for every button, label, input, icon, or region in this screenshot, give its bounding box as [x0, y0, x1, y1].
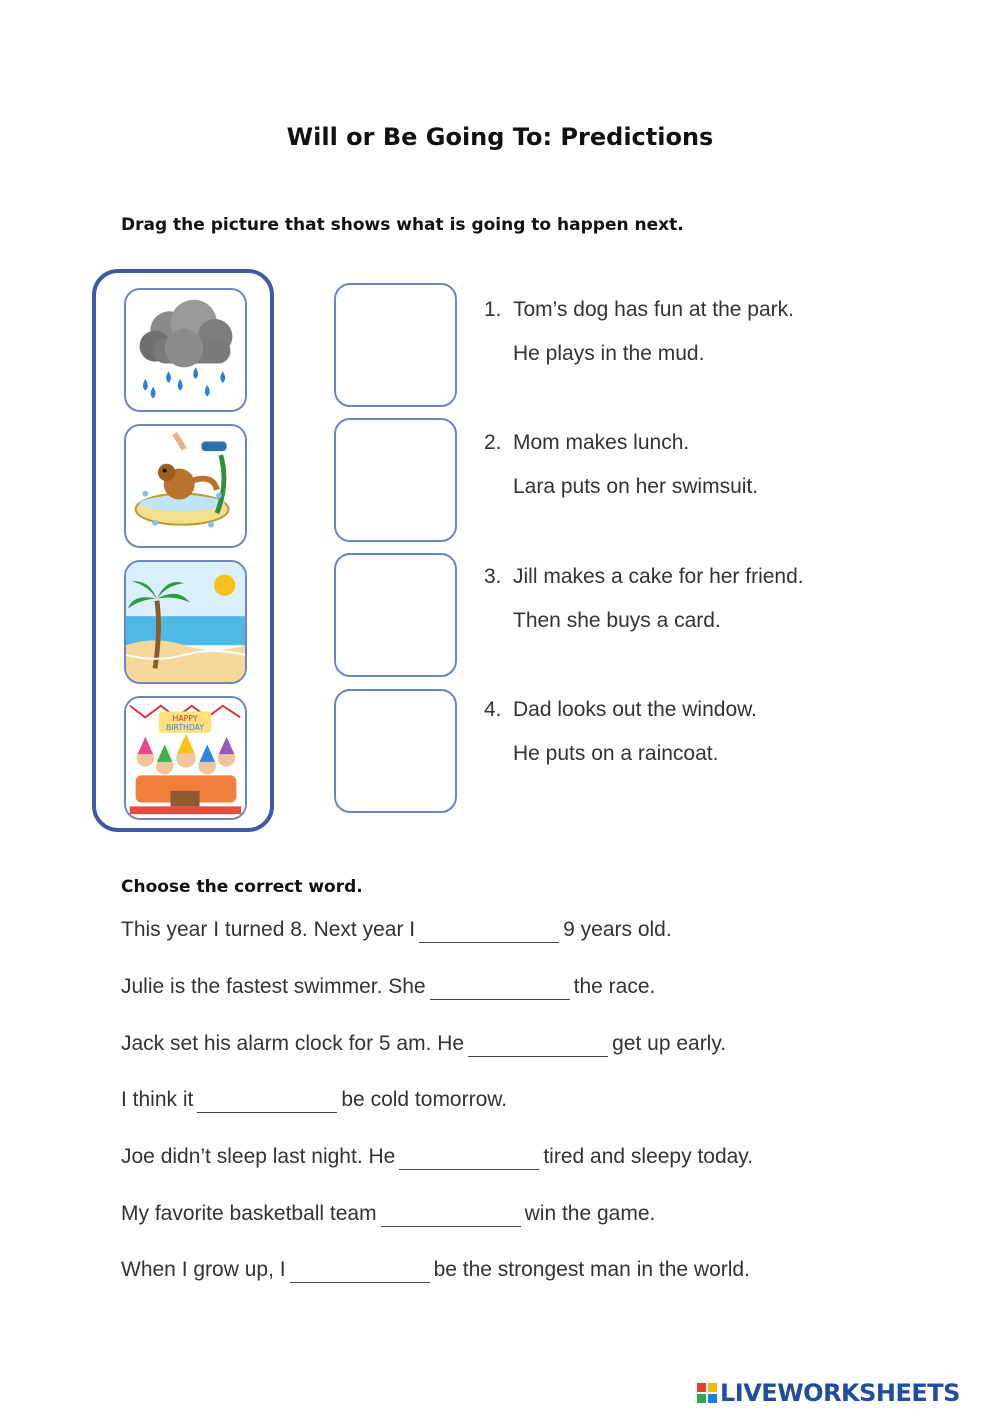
svg-text:BIRTHDAY: BIRTHDAY — [165, 722, 205, 732]
sentence-7 — [121, 1258, 750, 1283]
sentence-before: I think it — [121, 1088, 194, 1111]
liveworksheets-logo — [697, 1378, 960, 1408]
item-line-2: Then she buys a card. — [513, 609, 721, 632]
beach-icon — [126, 562, 245, 682]
sentence-after: 9 years old. — [563, 918, 672, 941]
list-item-3 — [484, 565, 804, 632]
sentence-after: tired and sleepy today. — [543, 1145, 754, 1168]
item-line-1: Mom makes lunch. — [513, 431, 690, 454]
sentence-before: When I grow up, I — [121, 1258, 286, 1281]
sentence-after: be cold tomorrow. — [341, 1088, 508, 1111]
item-line-1: Tom’s dog has fun at the park. — [513, 298, 794, 321]
item-line-2: He plays in the mud. — [513, 342, 705, 365]
drop-box-4[interactable] — [334, 689, 457, 813]
logo-text: LIVEWORKSHEETS — [720, 1379, 960, 1407]
sentence-after: be the strongest man in the world. — [433, 1258, 750, 1281]
sentence-before: Jack set his alarm clock for 5 am. He — [121, 1032, 465, 1055]
answer-blank-7[interactable] — [290, 1260, 430, 1283]
answer-blank-5[interactable] — [399, 1147, 539, 1170]
sentence-6 — [121, 1202, 655, 1227]
sentence-after: get up early. — [612, 1032, 727, 1055]
sentence-after: win the game. — [524, 1202, 656, 1225]
sentence-before: Julie is the fastest swimmer. She — [121, 975, 426, 998]
sentence-4 — [121, 1088, 507, 1113]
drop-box-1[interactable] — [334, 283, 457, 407]
item-line-2: Lara puts on her swimsuit. — [513, 475, 759, 498]
page-title: Will or Be Going To: Predictions — [286, 123, 714, 151]
item-line-2: He puts on a raincoat. — [513, 742, 719, 765]
sentence-5 — [121, 1145, 753, 1170]
picture-beach[interactable] — [124, 560, 247, 684]
sentence-before: This year I turned 8. Next year I — [121, 918, 416, 941]
list-item-1 — [484, 298, 794, 365]
drop-box-3[interactable] — [334, 553, 457, 677]
answer-blank-6[interactable] — [381, 1204, 521, 1227]
picture-dog-bath[interactable] — [124, 424, 247, 548]
sentence-2 — [121, 975, 655, 1000]
svg-text:HAPPY: HAPPY — [172, 714, 198, 724]
birthday-party-icon — [126, 698, 245, 818]
sentence-before: Joe didn’t sleep last night. He — [121, 1145, 396, 1168]
list-item-4 — [484, 698, 757, 765]
sentence-before: My favorite basketball team — [121, 1202, 377, 1225]
rain-cloud-icon — [126, 290, 245, 410]
answer-blank-4[interactable] — [197, 1090, 337, 1113]
answer-blank-3[interactable] — [468, 1034, 608, 1057]
answer-blank-1[interactable] — [419, 920, 559, 943]
item-line-1: Jill makes a cake for her friend. — [513, 565, 804, 588]
item-number: 1. — [484, 298, 502, 321]
sentence-3 — [121, 1032, 726, 1057]
instruction-choose: Choose the correct word. — [121, 877, 363, 897]
item-line-1: Dad looks out the window. — [513, 698, 757, 721]
answer-blank-2[interactable] — [430, 977, 570, 1000]
item-number: 4. — [484, 698, 502, 721]
logo-mark-icon — [697, 1383, 717, 1403]
item-number: 3. — [484, 565, 502, 588]
drop-box-2[interactable] — [334, 418, 457, 542]
dog-bath-icon — [126, 426, 245, 546]
item-number: 2. — [484, 431, 502, 454]
picture-birthday-party[interactable] — [124, 696, 247, 820]
instruction-drag: Drag the picture that shows what is going to happen next. — [121, 215, 684, 235]
list-item-2 — [484, 431, 759, 498]
picture-rain-cloud[interactable] — [124, 288, 247, 412]
sentence-1 — [121, 918, 672, 943]
sentence-after: the race. — [573, 975, 656, 998]
